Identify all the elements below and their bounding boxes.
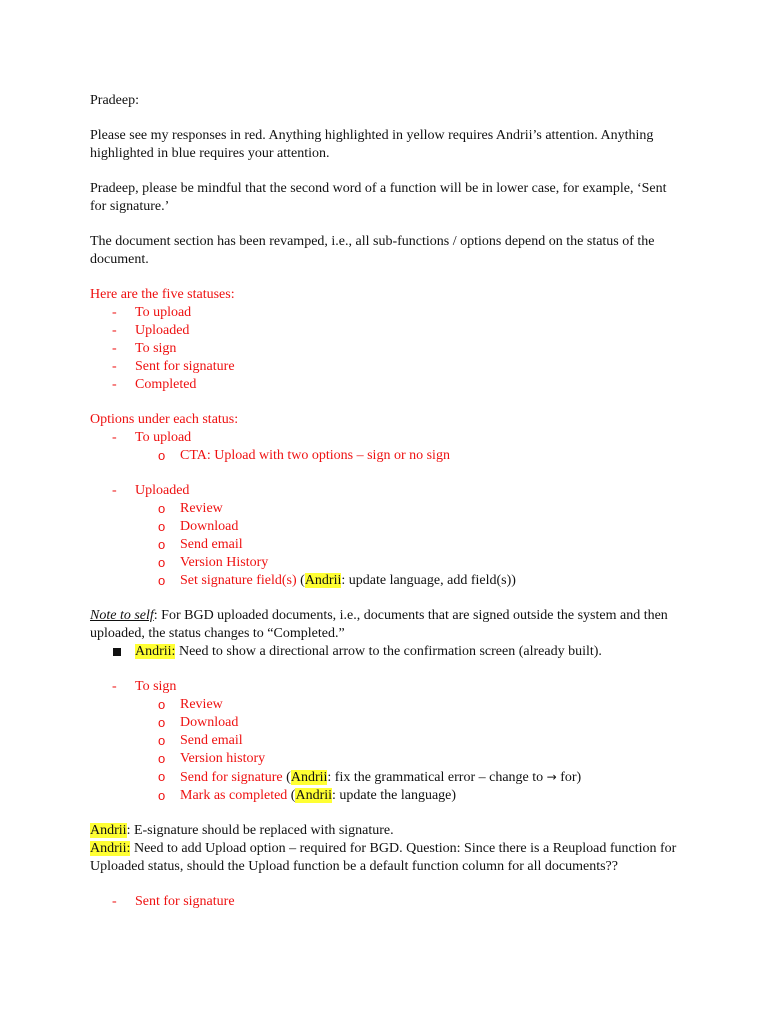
status-to-sign: - To sign: [112, 679, 177, 694]
andrii-highlight: Andrii: [304, 573, 342, 588]
circle-bullet-icon: o: [158, 733, 166, 748]
list-item: - To sign: [112, 341, 177, 356]
list-item: - Uploaded: [112, 323, 190, 338]
list-item: o Send email: [158, 733, 243, 748]
list-item: - Sent for signature: [112, 359, 235, 374]
list-item: o Version history: [158, 751, 266, 766]
andrii-note-1: Andrii: E-signature should be replaced with signature.: [90, 823, 394, 838]
circle-bullet-icon: o: [158, 788, 166, 803]
dash-bullet: -: [112, 323, 117, 338]
options-heading: Options under each status:: [90, 412, 239, 427]
dash-bullet: -: [112, 377, 117, 392]
andrii-note-2: Andrii: Need to add Upload option – required for BGD. Question: Since there is a Reupload function for Uploaded status, should the Upload function be a default function column for all documents??: [90, 841, 677, 874]
andrii-highlight: Andrii:: [135, 644, 176, 659]
circle-bullet-icon: o: [158, 573, 166, 588]
list-item: o Send email: [158, 537, 243, 552]
circle-bullet-icon: o: [158, 751, 166, 766]
andrii-highlight: Andrii: [90, 823, 127, 838]
dash-bullet: -: [112, 894, 117, 909]
square-bullet-icon: [113, 648, 121, 656]
document-page: [90, 92, 680, 911]
circle-bullet-icon: o: [158, 537, 166, 552]
list-item: - To upload: [112, 305, 192, 320]
dash-bullet: -: [112, 341, 117, 356]
list-item: o Mark as completed (Andrii: update the language): [158, 788, 457, 803]
note-to-self: Note to self: For BGD uploaded documents, i.e., documents that are signed outside the system and then uploaded, the status changes to “Completed.”: [90, 608, 668, 641]
andrii-highlight: Andrii: [290, 770, 328, 785]
statuses-list: [90, 304, 680, 394]
andrii-highlight: Andrii:: [90, 841, 131, 856]
list-item: o Send for signature (Andrii: fix the grammatical error – change to → for): [158, 769, 582, 785]
andrii-highlight: Andrii: [295, 788, 333, 803]
list-item: o Set signature field(s) (Andrii: update language, add field(s)): [158, 573, 516, 588]
circle-bullet-icon: o: [158, 519, 166, 534]
circle-bullet-icon: o: [158, 697, 166, 712]
dash-bullet: -: [112, 359, 117, 374]
list-item: o Download: [158, 715, 239, 730]
circle-bullet-icon: o: [158, 448, 166, 463]
dash-bullet: -: [112, 305, 117, 320]
intro-paragraph: Please see my responses in red. Anything highlighted in yellow requires Andrii’s attention. Anything highlighted in blue requires your attention.: [90, 128, 654, 161]
list-item: Andrii: Need to show a directional arrow to the confirmation screen (already built).: [90, 643, 680, 661]
status-sent-for-signature: - Sent for signature: [112, 894, 235, 909]
revamp-paragraph: The document section has been revamped, i.e., all sub-functions / options depend on the status of the document.: [90, 234, 655, 267]
mindful-paragraph: Pradeep, please be mindful that the second word of a function will be in lower case, for example, ‘Sent for signature.’: [90, 181, 667, 214]
circle-bullet-icon: o: [158, 501, 166, 516]
dash-bullet: -: [112, 679, 117, 694]
status-uploaded: - Uploaded: [112, 483, 190, 498]
list-item: o Review: [158, 501, 223, 516]
greeting: Pradeep:: [90, 93, 139, 108]
dash-bullet: -: [112, 430, 117, 445]
list-item: o Review: [158, 697, 223, 712]
list-item: o Version History: [158, 555, 269, 570]
right-arrow-icon: →: [546, 770, 557, 784]
list-item: - Completed: [112, 377, 197, 392]
circle-bullet-icon: o: [158, 769, 166, 784]
list-item: o Download: [158, 519, 239, 534]
circle-bullet-icon: o: [158, 555, 166, 570]
statuses-heading: Here are the five statuses:: [90, 287, 235, 302]
status-to-upload: - To upload: [112, 430, 192, 445]
circle-bullet-icon: o: [158, 715, 166, 730]
list-item: o CTA: Upload with two options – sign or no sign: [158, 448, 450, 463]
dash-bullet: -: [112, 483, 117, 498]
